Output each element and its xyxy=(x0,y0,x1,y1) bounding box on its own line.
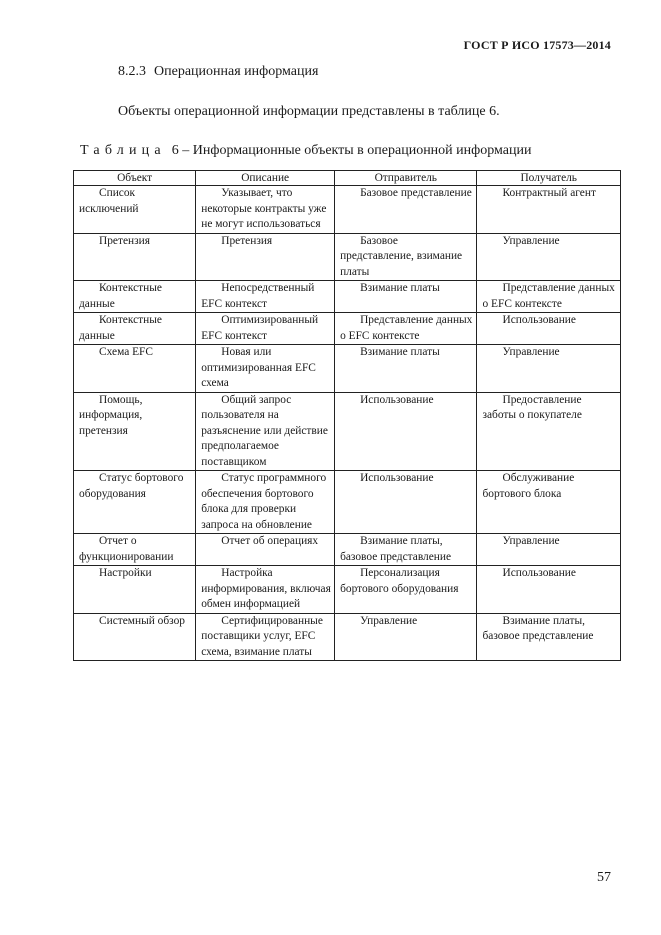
page-number: 57 xyxy=(597,870,611,885)
cell-object: Помощь, информация, претензия xyxy=(74,392,196,471)
cell-sender: Базовое представление, взимание платы xyxy=(335,233,477,281)
table-row xyxy=(74,345,621,393)
column-header-sender: Отправитель xyxy=(335,171,477,186)
cell-object: Статус бортового оборудования xyxy=(74,471,196,534)
cell-description: Сертифицированные поставщики услуг, EFC схема, взимание платы xyxy=(196,613,335,661)
section-title: Операционная информация xyxy=(154,64,319,79)
table-row xyxy=(74,566,621,614)
cell-receiver: Обслуживание бортового блока xyxy=(477,471,621,534)
cell-description: Указывает, что некоторые контракты уже не могут использоваться xyxy=(196,186,335,234)
table-row xyxy=(74,534,621,566)
cell-sender: Взимание платы, базовое представление xyxy=(335,534,477,566)
table-header-row xyxy=(74,171,621,186)
cell-object: Схема EFC xyxy=(74,345,196,393)
cell-object: Контекстные данные xyxy=(74,313,196,345)
cell-object: Контекстные данные xyxy=(74,281,196,313)
cell-object: Претензия xyxy=(74,233,196,281)
cell-receiver: Представление данных о EFC контексте xyxy=(477,281,621,313)
cell-description: Непосредственный EFC контекст xyxy=(196,281,335,313)
column-header-description: Описание xyxy=(196,171,335,186)
cell-object: Настройки xyxy=(74,566,196,614)
table-row xyxy=(74,233,621,281)
cell-receiver: Предоставление заботы о покупателе xyxy=(477,392,621,471)
cell-receiver: Управление xyxy=(477,345,621,393)
cell-receiver: Управление xyxy=(477,534,621,566)
cell-description: Отчет об операциях xyxy=(196,534,335,566)
table-caption xyxy=(80,143,531,159)
cell-sender: Представление данных о EFC контексте xyxy=(335,313,477,345)
intro-paragraph: Объекты операционной информации представлены в таблице 6. xyxy=(118,104,500,119)
column-header-receiver: Получатель xyxy=(477,171,621,186)
cell-receiver: Управление xyxy=(477,233,621,281)
cell-receiver: Использование xyxy=(477,313,621,345)
column-header-object: Объект xyxy=(74,171,196,186)
table-caption-word: Таблица xyxy=(80,143,166,158)
section-heading xyxy=(118,64,318,80)
table-row xyxy=(74,613,621,661)
cell-sender: Использование xyxy=(335,392,477,471)
table-row xyxy=(74,471,621,534)
table-row xyxy=(74,392,621,471)
cell-sender: Персонализация бортового оборудования xyxy=(335,566,477,614)
cell-description: Статус программного обеспечения бортового блока для проверки запроса на обновление xyxy=(196,471,335,534)
cell-sender: Базовое представление xyxy=(335,186,477,234)
cell-receiver: Использование xyxy=(477,566,621,614)
cell-sender: Использование xyxy=(335,471,477,534)
table-caption-text: 6 – Информационные объекты в операционной информации xyxy=(171,143,532,158)
cell-description: Общий запрос пользователя на разъяснение или действие предполагаемое поставщиком xyxy=(196,392,335,471)
cell-sender: Управление xyxy=(335,613,477,661)
table-row xyxy=(74,313,621,345)
cell-description: Настройка информирования, включая обмен информацией xyxy=(196,566,335,614)
standard-code: ГОСТ Р ИСО 17573—2014 xyxy=(463,38,611,52)
cell-object: Список исключений xyxy=(74,186,196,234)
section-number: 8.2.3 xyxy=(118,64,146,79)
cell-receiver: Контрактный агент xyxy=(477,186,621,234)
cell-description: Претензия xyxy=(196,233,335,281)
cell-receiver: Взимание платы, базовое представление xyxy=(477,613,621,661)
table-row xyxy=(74,186,621,234)
cell-sender: Взимание платы xyxy=(335,281,477,313)
cell-description: Новая или оптимизированная EFC схема xyxy=(196,345,335,393)
cell-object: Системный обзор xyxy=(74,613,196,661)
info-objects-table xyxy=(73,170,621,661)
table-row xyxy=(74,281,621,313)
cell-sender: Взимание платы xyxy=(335,345,477,393)
cell-description: Оптимизированный EFC контекст xyxy=(196,313,335,345)
cell-object: Отчет о функционировании xyxy=(74,534,196,566)
